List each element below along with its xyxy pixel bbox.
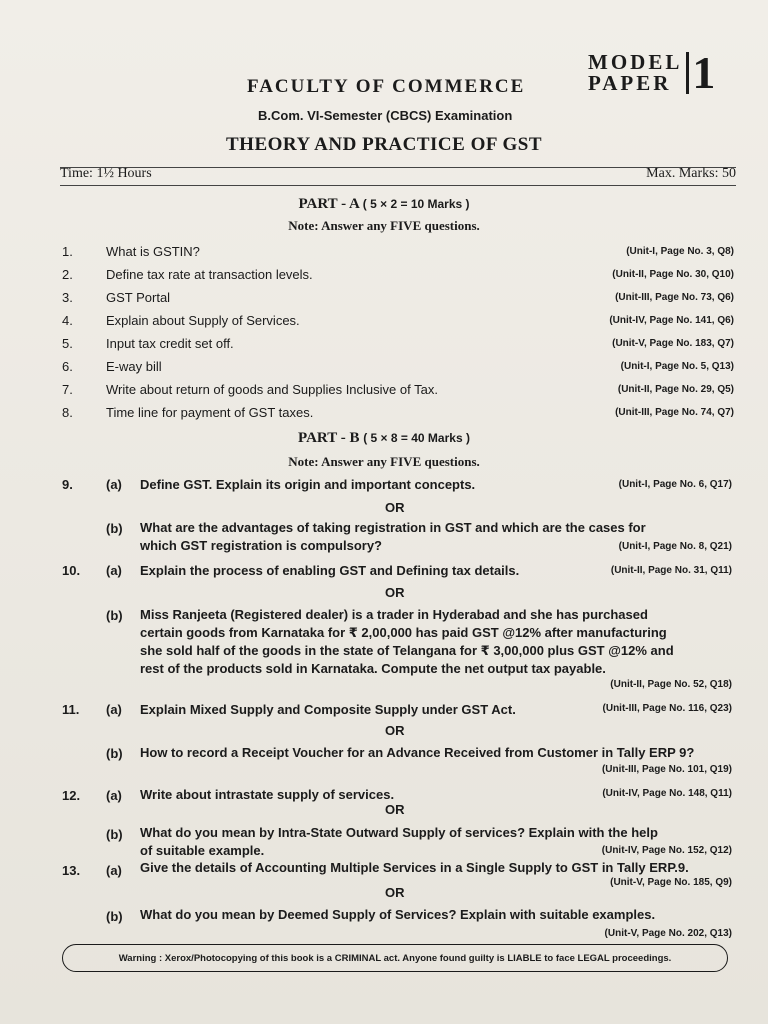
- question-ref: (Unit-V, Page No. 202, Q13): [604, 928, 732, 939]
- subpart-label: (b): [106, 909, 123, 924]
- question-text: she sold half of the goods in the state of Telangana for ₹ 3,00,000 plus GST @12% and: [140, 643, 674, 658]
- question-number: 9.: [62, 477, 73, 492]
- question-text: of suitable example.: [140, 843, 265, 858]
- question-text: Write about intrastate supply of services.: [140, 787, 395, 802]
- question-row: 3. GST Portal (Unit-III, Page No. 73, Q6): [62, 289, 734, 305]
- question-text: Miss Ranjeeta (Registered dealer) is a trader in Hyderabad and she has purchased: [140, 607, 648, 622]
- part-a-note: Note: Answer any FIVE questions.: [288, 218, 480, 233]
- part-a-heading: PART - A ( 5 × 2 = 10 Marks ): [298, 196, 470, 212]
- question-ref: (Unit-I, Page No. 6, Q17): [618, 479, 732, 490]
- subpart-label: (b): [106, 746, 123, 761]
- subpart-label: (a): [106, 477, 122, 492]
- or-separator: OR: [385, 723, 405, 738]
- question-text: What do you mean by Intra-State Outward Supply of services? Explain with the help: [140, 825, 658, 840]
- question-row: 2. Define tax rate at transaction levels. (Unit-II, Page No. 30, Q10): [62, 266, 734, 282]
- question-number: 11.: [62, 702, 80, 717]
- copyright-warning: [62, 944, 728, 972]
- question-ref: (Unit-IV, Page No. 152, Q12): [601, 845, 732, 856]
- question-row: 4. Explain about Supply of Services. (Unit-IV, Page No. 141, Q6): [62, 312, 734, 328]
- question-text: which GST registration is compulsory?: [140, 538, 382, 553]
- paper-label: PAPER: [588, 71, 672, 95]
- question-text: What are the advantages of taking registration in GST and which are the cases for: [140, 520, 646, 535]
- or-separator: OR: [385, 585, 405, 600]
- question-text: certain goods from Karnataka for ₹ 2,00,000 has paid GST @12% after manufacturing: [140, 625, 667, 640]
- question-ref: (Unit-IV, Page No. 148, Q11): [602, 788, 732, 799]
- subpart-label: (a): [106, 563, 122, 578]
- subpart-label: (b): [106, 827, 123, 842]
- question-row: 8. Time line for payment of GST taxes. (Unit-III, Page No. 74, Q7): [62, 404, 734, 420]
- question-number: 12.: [62, 788, 81, 803]
- question-row: 6. E-way bill (Unit-I, Page No. 5, Q13): [62, 358, 734, 374]
- header-rule-bottom: [60, 185, 736, 186]
- question-text: Explain Mixed Supply and Composite Supply under GST Act.: [140, 702, 516, 717]
- warning-text: Warning : Xerox/Photocopying of this book is a CRIMINAL act. Anyone found guilty is LIABLE to face LEGAL proceedings.: [118, 952, 672, 964]
- or-separator: OR: [385, 500, 405, 515]
- question-text: Define GST. Explain its origin and important concepts.: [140, 477, 476, 492]
- subject-title: THEORY AND PRACTICE OF GST: [226, 134, 543, 155]
- question-row: 5. Input tax credit set off. (Unit-V, Page No. 183, Q7): [62, 335, 734, 351]
- subpart-label: (b): [106, 608, 123, 623]
- or-separator: OR: [385, 885, 405, 900]
- faculty-title: FACULTY OF COMMERCE: [247, 76, 526, 97]
- question-text: Give the details of Accounting Multiple Services in a Single Supply to GST in Tally ERP.9.: [140, 860, 689, 875]
- exam-title: B.Com. VI-Semester (CBCS) Examination: [258, 108, 513, 123]
- question-ref: (Unit-I, Page No. 8, Q21): [618, 541, 732, 552]
- question-text: How to record a Receipt Voucher for an Advance Received from Customer in Tally ERP 9?: [140, 745, 695, 760]
- model-paper-number: 1: [692, 47, 716, 98]
- part-b-note: Note: Answer any FIVE questions.: [288, 454, 480, 469]
- question-ref: (Unit-II, Page No. 52, Q18): [610, 679, 732, 690]
- question-text: Explain the process of enabling GST and Defining tax details.: [140, 563, 520, 578]
- or-separator: OR: [385, 802, 405, 817]
- subpart-label: (a): [106, 863, 122, 878]
- question-row: 7. Write about return of goods and Supplies Inclusive of Tax. (Unit-II, Page No. 29, Q5): [62, 381, 734, 397]
- question-text: rest of the products sold in Karnataka. Compute the net output tax payable.: [140, 661, 606, 676]
- time-label: Time: 1½ Hours: [60, 166, 152, 181]
- question-row: 1. What is GSTIN? (Unit-I, Page No. 3, Q8): [62, 243, 734, 259]
- part-b-heading: PART - B ( 5 × 8 = 40 Marks ): [298, 430, 470, 446]
- question-ref: (Unit-III, Page No. 101, Q19): [601, 764, 732, 775]
- subpart-label: (a): [106, 788, 122, 803]
- question-ref: (Unit-II, Page No. 31, Q11): [610, 565, 732, 576]
- question-number: 10.: [62, 563, 81, 578]
- model-paper-badge: [588, 47, 716, 98]
- subpart-label: (b): [106, 521, 123, 536]
- max-marks-label: Max. Marks: 50: [646, 166, 736, 181]
- model-label: MODEL: [588, 50, 683, 74]
- subpart-label: (a): [106, 702, 122, 717]
- question-ref: (Unit-III, Page No. 116, Q23): [602, 703, 732, 714]
- question-number: 13.: [62, 863, 81, 878]
- time-marks-line: [60, 166, 736, 182]
- question-text: What do you mean by Deemed Supply of Services? Explain with suitable examples.: [140, 907, 656, 922]
- question-ref: (Unit-V, Page No. 185, Q9): [610, 877, 732, 888]
